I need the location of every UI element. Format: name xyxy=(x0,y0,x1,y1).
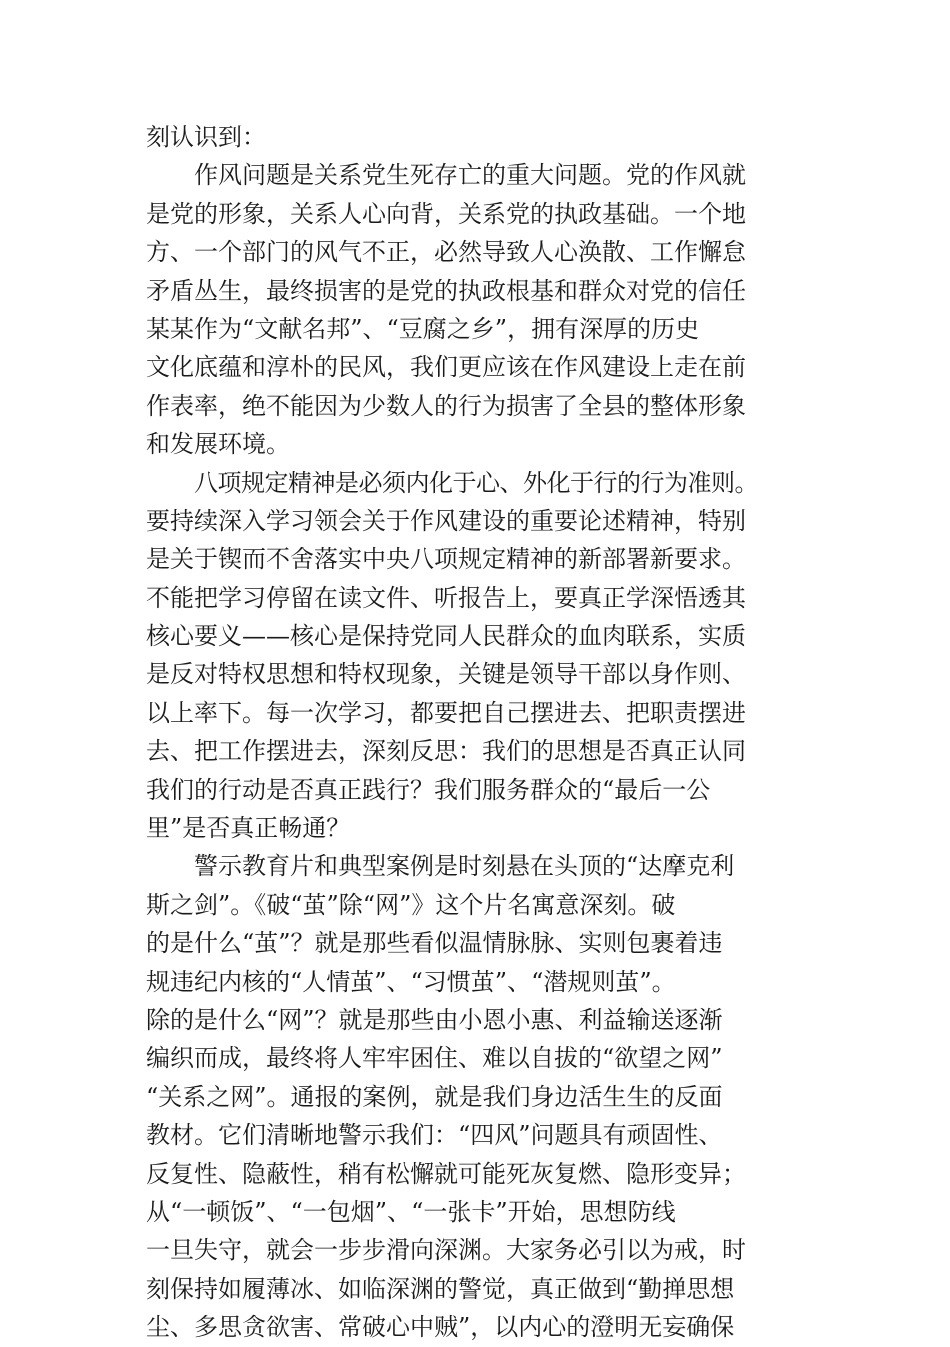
text-line: 规违纪内核的“人情茧”、“习惯茧”、“潜规则茧”。 xyxy=(146,967,676,996)
text-line: 文化底蕴和淳朴的民风，我们更应该在作风建设上走在前 xyxy=(146,353,746,382)
text-line: 以上率下。每一次学习，都要把自己摆进去、把职责摆进 xyxy=(146,698,746,727)
text-line: 从“一顿饭”、“一包烟”、“一张卡”开始，思想防线 xyxy=(146,1197,676,1226)
text-line: 教材。它们清晰地警示我们：“四风”问题具有顽固性、 xyxy=(146,1121,723,1150)
text-line: 作风问题是关系党生死存亡的重大问题。党的作风就 xyxy=(194,161,746,190)
text-line: 去、把工作摆进去，深刻反思：我们的思想是否真正认同 xyxy=(146,737,746,766)
text-line: 里”是否真正畅通？ xyxy=(146,814,351,843)
text-line: 是党的形象，关系人心向背，关系党的执政基础。一个地 xyxy=(146,199,746,228)
text-line: 八项规定精神是必须内化于心、外化于行的行为准则。 xyxy=(194,468,758,497)
text-line: 斯之剑”。《破“茧”除“网”》这个片名寓意深刻。破 xyxy=(146,890,676,919)
text-line: 是反对特权思想和特权现象，关键是领导干部以身作则、 xyxy=(146,660,746,689)
text-line: 刻认识到： xyxy=(146,123,266,151)
text-line: 编织而成，最终将人牢牢困住、难以自拔的“欲望之网” xyxy=(146,1044,723,1073)
text-line: “关系之网”。通报的案例，就是我们身边活生生的反面 xyxy=(146,1082,723,1111)
text-line: 反复性、隐蔽性，稍有松懈就可能死灰复燃、隐形变异； xyxy=(146,1159,746,1188)
text-line: 是关于锲而不舍落实中央八项规定精神的新部署新要求。 xyxy=(146,545,746,574)
text-line: 尘、多思贪欲害、常破心中贼”，以内心的澄明无妄确保 xyxy=(146,1313,735,1342)
text-line: 的是什么“茧”？就是那些看似温情脉脉、实则包裹着违 xyxy=(146,929,723,958)
text-line: 方、一个部门的风气不正，必然导致人心涣散、工作懈怠 xyxy=(146,238,746,267)
text-line: 和发展环境。 xyxy=(146,430,290,459)
text-line: 不能把学习停留在读文件、听报告上，要真正学深悟透其 xyxy=(146,583,746,612)
document-body xyxy=(146,118,806,1347)
text-line: 作表率，绝不能因为少数人的行为损害了全县的整体形象 xyxy=(146,391,746,420)
text-line: 某某作为“文献名邦”、“豆腐之乡”，拥有深厚的历史 xyxy=(146,314,700,343)
text-line: 矛盾丛生，最终损害的是党的执政根基和群众对党的信任 xyxy=(146,276,746,305)
text-line: 警示教育片和典型案例是时刻悬在头顶的“达摩克利 xyxy=(194,852,735,881)
text-line: 我们的行动是否真正践行？我们服务群众的“最后一公 xyxy=(146,775,711,804)
text-line: 要持续深入学习领会关于作风建设的重要论述精神，特别 xyxy=(146,506,746,535)
text-line: 核心要义——核心是保持党同人民群众的血肉联系，实质 xyxy=(146,622,746,651)
text-line: 除的是什么“网”？就是那些由小恩小惠、利益输送逐渐 xyxy=(146,1005,723,1034)
text-line: 刻保持如履薄冰、如临深渊的警觉，真正做到“勤掸思想 xyxy=(146,1274,735,1303)
text-line: 一旦失守，就会一步步滑向深渊。大家务必引以为戒，时 xyxy=(146,1236,746,1265)
